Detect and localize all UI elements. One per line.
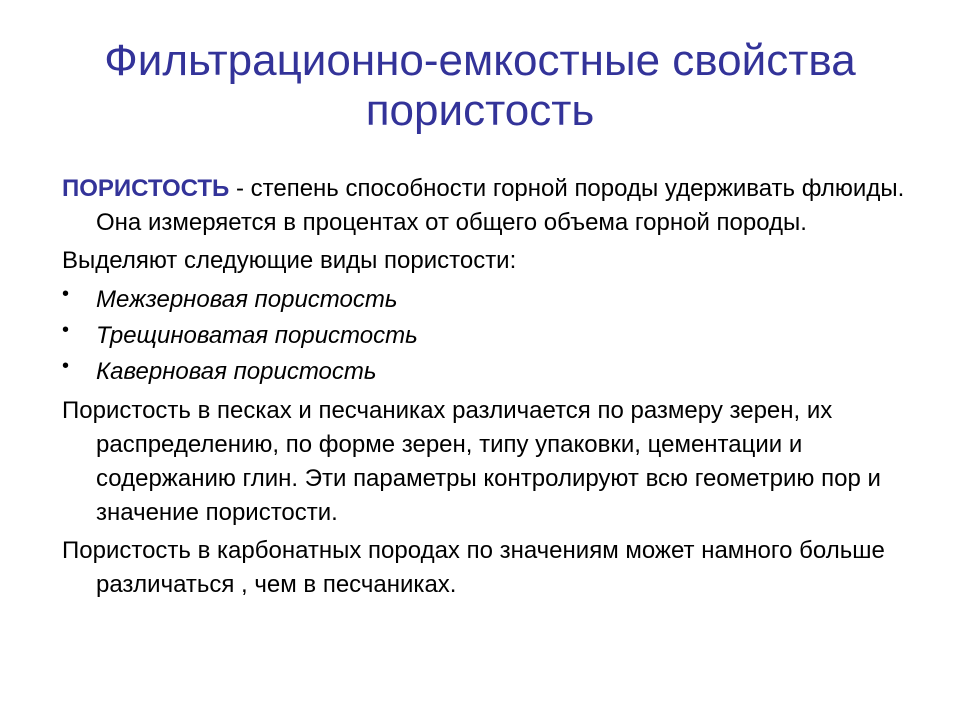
bullet-icon: • bbox=[62, 355, 70, 377]
list-item bbox=[62, 282, 912, 318]
definition-paragraph bbox=[62, 172, 912, 240]
list-item-label: Трещиноватая пористость bbox=[96, 322, 418, 349]
carbonate-paragraph: Пористость в карбонатных породах по значениям может намного больше различаться , чем в песчаниках. bbox=[62, 537, 885, 598]
list-item bbox=[62, 318, 912, 354]
definition-text: - степень способности горной породы удерживать флюиды. Она измеряется в процентах от общего объема горной породы. bbox=[96, 175, 905, 236]
list-item-label: Каверновая пористость bbox=[96, 358, 377, 385]
types-intro: Выделяют следующие виды пористости: bbox=[62, 247, 517, 274]
slide-title-line-1: Фильтрационно-емкостные свойства bbox=[104, 36, 856, 85]
bullet-icon: • bbox=[62, 283, 70, 305]
bullet-icon: • bbox=[62, 319, 70, 341]
porosity-types-list bbox=[62, 282, 912, 390]
list-item bbox=[62, 354, 912, 390]
definition-term: ПОРИСТОСТЬ bbox=[62, 175, 230, 202]
slide-body bbox=[62, 172, 912, 606]
slide-title bbox=[20, 36, 940, 136]
list-item-label: Межзерновая пористость bbox=[96, 286, 398, 313]
sandstone-paragraph: Пористость в песках и песчаниках различается по размеру зерен, их распределению, по форме зерен, типу упаковки, цементации и содержанию глин. Эти параметры контролируют всю геометрию пор и значение пористости. bbox=[62, 397, 881, 526]
slide-title-line-2: пористость bbox=[365, 86, 595, 135]
